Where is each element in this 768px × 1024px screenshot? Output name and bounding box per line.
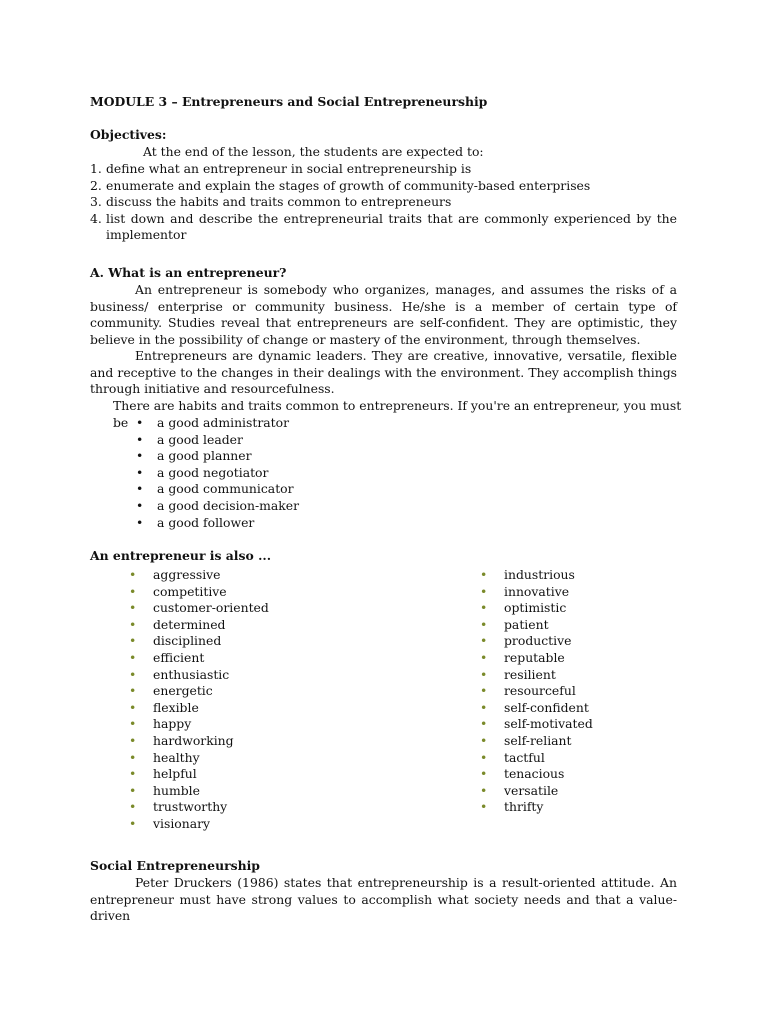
list-item: • self-motivated — [480, 716, 593, 733]
objective-item — [90, 211, 677, 244]
list-item: • a good negotiator — [136, 465, 299, 482]
objectives-list — [90, 161, 677, 244]
section-a-heading: A. What is an entrepreneur? — [90, 265, 287, 280]
list-item: • customer-oriented — [129, 600, 269, 617]
traits-list-right — [480, 567, 593, 816]
list-item: • a good leader — [136, 432, 299, 449]
list-item: • industrious — [480, 567, 593, 584]
objective-item — [90, 161, 677, 178]
list-item: • tactful — [480, 750, 593, 767]
list-item: • self-confident — [480, 700, 593, 717]
list-item: • a good communicator — [136, 481, 299, 498]
traits-list-left — [129, 567, 269, 833]
list-item: • innovative — [480, 584, 593, 601]
objective-text: discuss the habits and traits common to entrepreneurs — [106, 194, 452, 210]
list-item: • tenacious — [480, 766, 593, 783]
list-item: • trustworthy — [129, 799, 269, 816]
objective-number: 4. — [90, 210, 102, 226]
social-entrepreneurship-heading: Social Entrepreneurship — [90, 858, 260, 873]
list-item: • hardworking — [129, 733, 269, 750]
list-item: • optimistic — [480, 600, 593, 617]
list-item: • visionary — [129, 816, 269, 833]
list-item: • energetic — [129, 683, 269, 700]
list-item: • a good administrator — [136, 415, 299, 432]
habits-list — [136, 415, 299, 531]
objective-text: enumerate and explain the stages of growth of community-based enterprises — [106, 177, 591, 193]
section-a-paragraph-2: Entrepreneurs are dynamic leaders. They are creative, innovative, versatile, flexible and receptive to the changes in their dealings with the environment. They accomplish things through initiative and resourcefulness. — [90, 348, 677, 397]
objectives-heading: Objectives: — [90, 127, 167, 142]
objective-number: 3. — [90, 194, 102, 210]
list-item: • healthy — [129, 750, 269, 767]
list-item: • thrifty — [480, 799, 593, 816]
list-item: • happy — [129, 716, 269, 733]
list-item: • aggressive — [129, 567, 269, 584]
list-item: • productive — [480, 633, 593, 650]
list-item: • a good decision-maker — [136, 498, 299, 515]
list-item: • humble — [129, 783, 269, 800]
section-a-paragraph-1: An entrepreneur is somebody who organizes, manages, and assumes the risks of a business/ enterprise or community business. He/she is a member of certain type of community. Studies reveal that entrepreneurs are self-confident. They are optimistic, they believe in the possibility of change or mastery of the environment, through themselves. — [90, 282, 677, 347]
objective-text: list down and describe the entrepreneurial traits that are commonly experienced by the implementor — [106, 210, 677, 243]
list-item: • determined — [129, 617, 269, 634]
objectives-intro: At the end of the lesson, the students are expected to: — [143, 144, 484, 159]
list-item: • flexible — [129, 700, 269, 717]
module-title: MODULE 3 – Entrepreneurs and Social Entrepreneurship — [90, 94, 488, 109]
objective-text: define what an entrepreneur in social entrepreneurship is — [106, 161, 472, 176]
objective-number: 1. — [90, 161, 102, 176]
list-item: • a good planner — [136, 448, 299, 465]
list-item: • resilient — [480, 667, 593, 684]
list-item: • enthusiastic — [129, 667, 269, 684]
social-entrepreneurship-paragraph: Peter Druckers (1986) states that entrepreneurship is a result-oriented attitude. An entrepreneur must have strong values to accomplish what society needs and that a value-driven — [90, 875, 677, 924]
objective-item — [90, 194, 677, 211]
traits-heading: An entrepreneur is also ... — [90, 548, 272, 563]
objective-item — [90, 178, 677, 195]
list-item: • versatile — [480, 783, 593, 800]
list-item: • reputable — [480, 650, 593, 667]
list-item: • disciplined — [129, 633, 269, 650]
list-item: • resourceful — [480, 683, 593, 700]
list-item: • a good follower — [136, 515, 299, 532]
list-item: • efficient — [129, 650, 269, 667]
objective-number: 2. — [90, 177, 102, 193]
list-item: • patient — [480, 617, 593, 634]
list-item: • helpful — [129, 766, 269, 783]
list-item: • self-reliant — [480, 733, 593, 750]
section-a-paragraph-3: There are habits and traits common to entrepreneurs. If you're an entrepreneur, you must be — [113, 398, 682, 430]
list-item: • competitive — [129, 584, 269, 601]
